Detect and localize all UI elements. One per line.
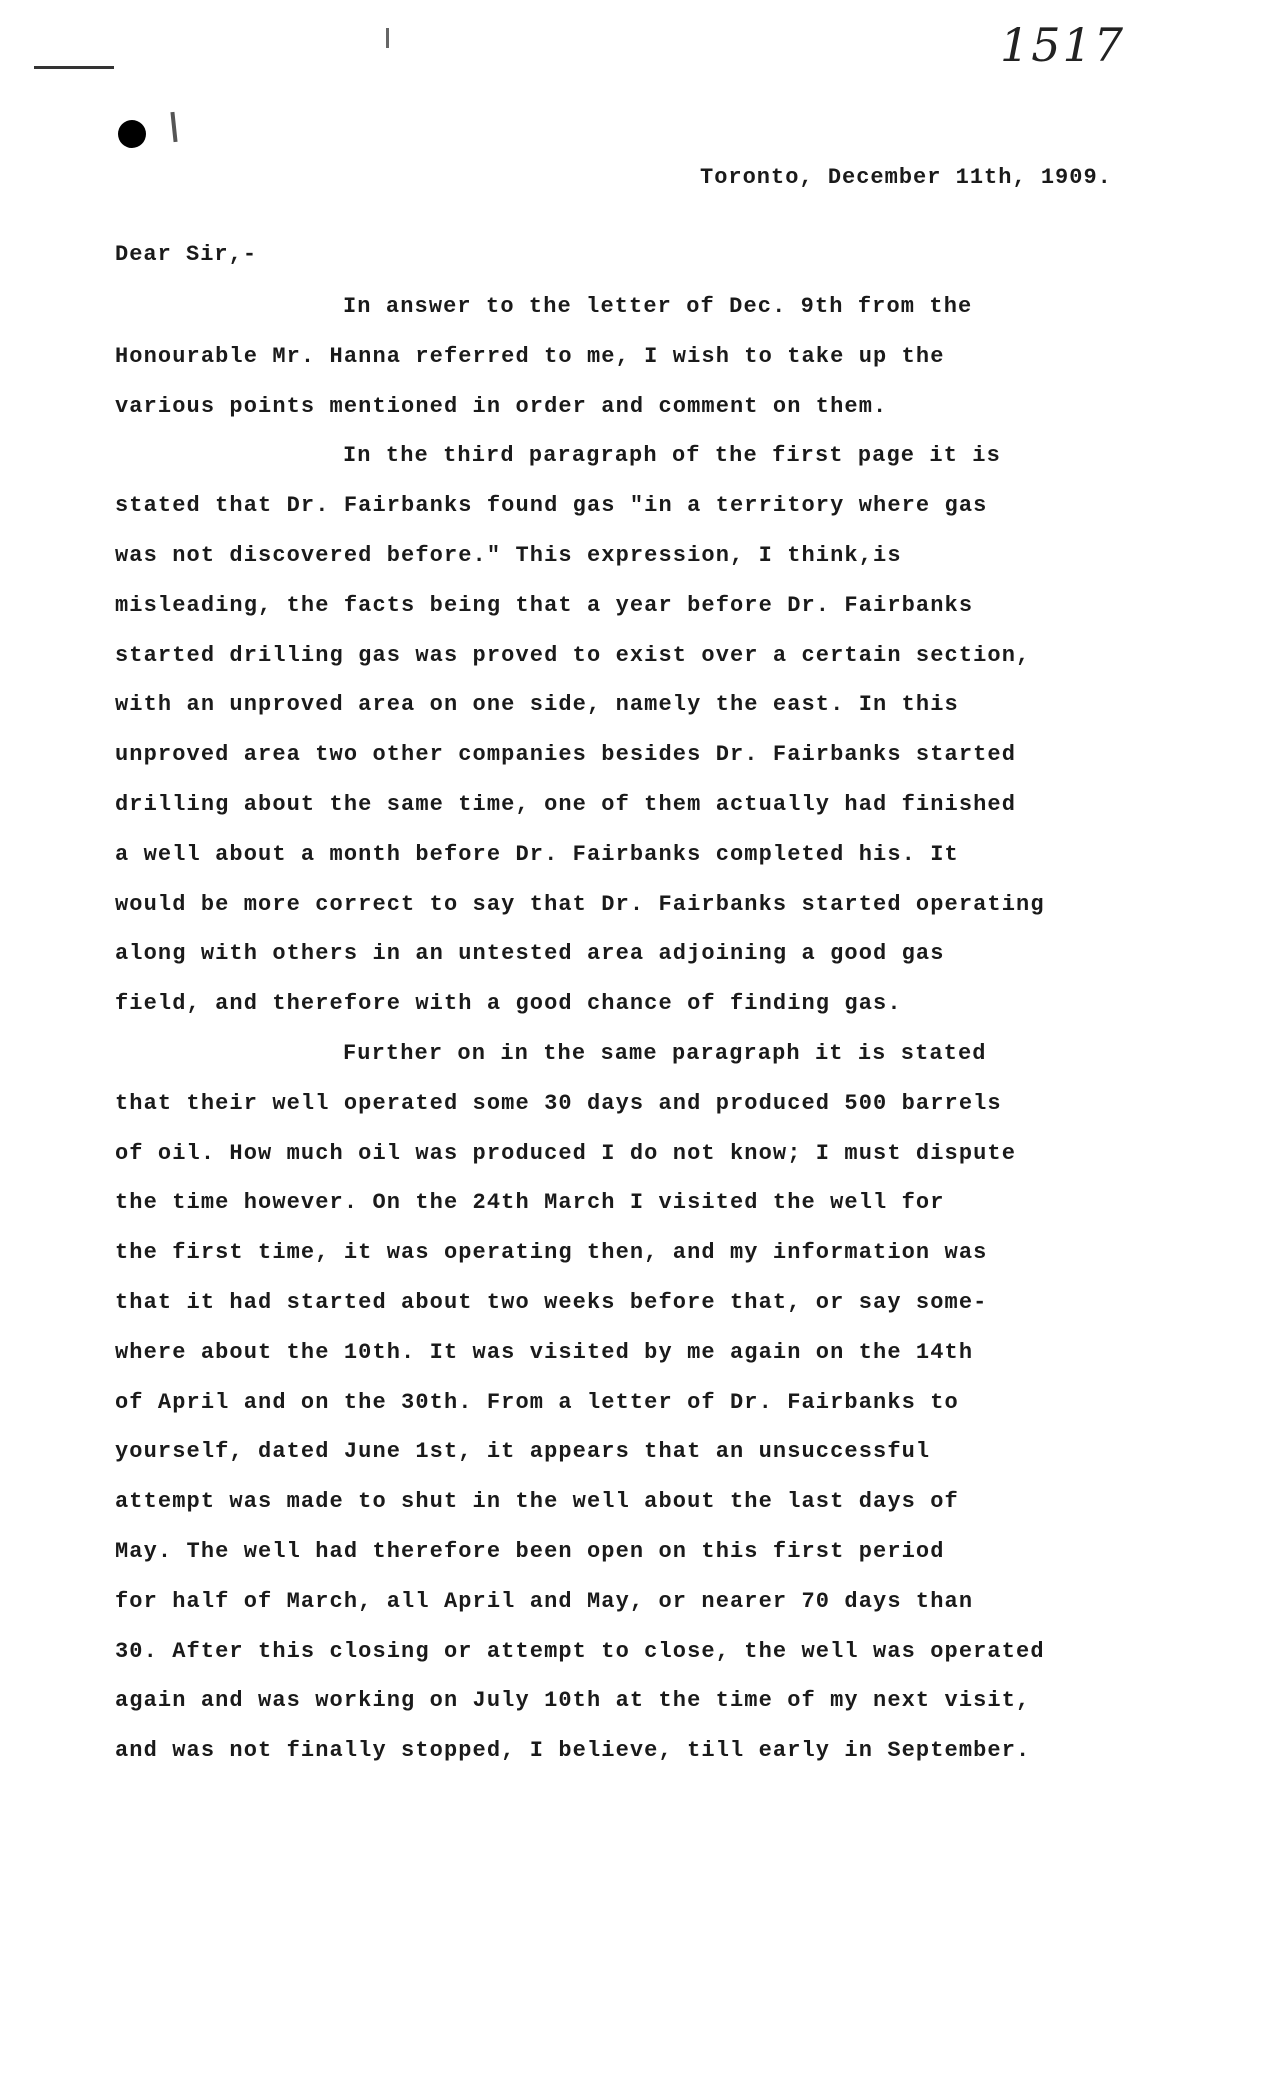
text-line: In the third paragraph of the first page it is [343, 443, 1001, 469]
ink-mark [386, 28, 389, 48]
text-line: stated that Dr. Fairbanks found gas "in a territory where gas [115, 493, 988, 519]
text-line: again and was working on July 10th at the time of my next visit, [115, 1688, 1031, 1714]
text-line: for half of March, all April and May, or nearer 70 days than [115, 1588, 974, 1614]
text-line: the time however. On the 24th March I visited the well for [115, 1190, 945, 1216]
text-line: May. The well had therefore been open on this first period [115, 1538, 945, 1564]
text-line: the first time, it was operating then, and my information was [115, 1240, 988, 1266]
text-line: started drilling gas was proved to exist over a certain section, [115, 642, 1031, 668]
dateline: Toronto, December 11th, 1909. [700, 165, 1112, 190]
text-line: Further on in the same paragraph it is stated [343, 1040, 987, 1066]
text-line: field, and therefore with a good chance of finding gas. [115, 991, 902, 1017]
text-line: of April and on the 30th. From a letter of Dr. Fairbanks to [115, 1389, 959, 1415]
text-line: along with others in an untested area adjoining a good gas [115, 941, 945, 967]
text-line: yourself, dated June 1st, it appears that an unsuccessful [115, 1439, 931, 1465]
salutation: Dear Sir,- [115, 242, 258, 267]
text-line: 30. After this closing or attempt to close, the well was operated [115, 1638, 1045, 1664]
text-line: where about the 10th. It was visited by me again on the 14th [115, 1339, 974, 1365]
text-line: that it had started about two weeks before that, or say some- [115, 1289, 988, 1315]
text-line: and was not finally stopped, I believe, till early in September. [115, 1738, 1031, 1764]
text-line: In answer to the letter of Dec. 9th from the [343, 294, 973, 319]
text-line: was not discovered before." This expression, I think,is [115, 542, 902, 568]
text-line: a well about a month before Dr. Fairbanks completed his. It [115, 841, 959, 867]
text-line: misleading, the facts being that a year before Dr. Fairbanks [115, 592, 974, 618]
text-line: with an unproved area on one side, namely the east. In this [115, 692, 959, 718]
text-line: attempt was made to shut in the well about the last days of [115, 1489, 959, 1515]
text-line: unproved area two other companies besides Dr. Fairbanks started [115, 742, 1017, 768]
letter-body [115, 282, 1145, 1776]
text-line: that their well operated some 30 days and produced 500 barrels [115, 1090, 1002, 1116]
text-line: Honourable Mr. Hanna referred to me, I wish to take up the [115, 343, 945, 369]
archive-number: 1517 [1000, 18, 1126, 72]
text-line: various points mentioned in order and comment on them. [115, 393, 888, 419]
text-line: would be more correct to say that Dr. Fairbanks started operating [115, 891, 1045, 917]
text-line: drilling about the same time, one of them actually had finished [115, 791, 1017, 817]
ink-tick-mark [170, 112, 177, 142]
punch-hole-mark [118, 120, 146, 148]
text-line: of oil. How much oil was produced I do not know; I must dispute [115, 1140, 1017, 1166]
margin-dash-mark [34, 66, 114, 69]
